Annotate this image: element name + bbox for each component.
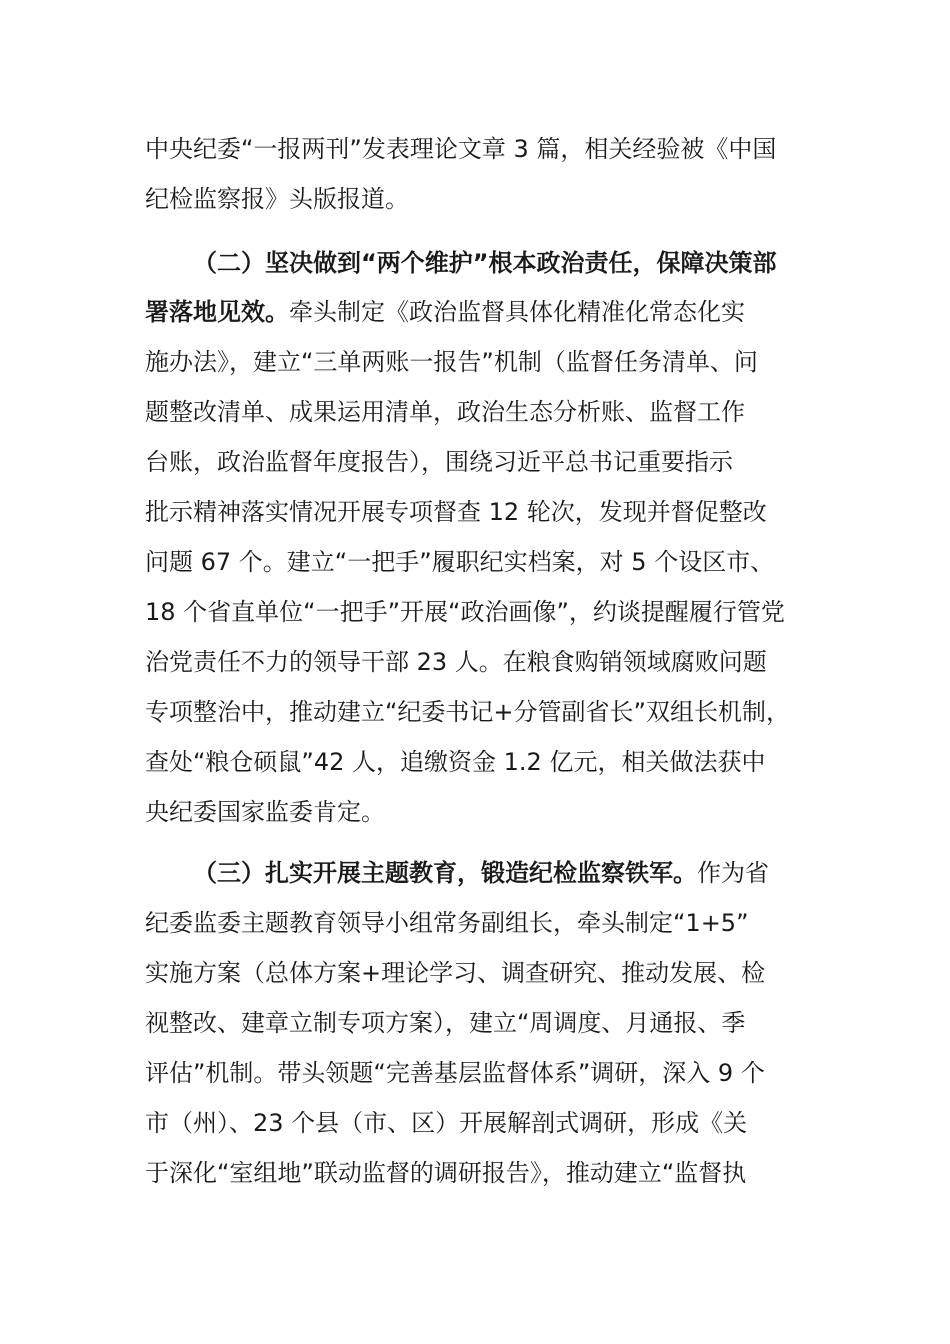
paragraph-line: 18 个省直单位“一把手”开展“政治画像”，约谈提醒履行管党 bbox=[145, 598, 785, 626]
paragraph-text: 牵头制定《政治监督具体化精准化常态化实 bbox=[289, 298, 745, 326]
paragraph-text: 作为省 bbox=[697, 859, 769, 887]
paragraph-line bbox=[193, 857, 769, 889]
paragraph-line: 批示精神落实情况开展专项督查 12 轮次，发现并督促整改 bbox=[145, 498, 767, 526]
paragraph-line: 台账，政治监督年度报告），围绕习近平总书记重要指示 bbox=[145, 448, 733, 476]
paragraph-line: 纪委监委主题教育领导小组常务副组长，牵头制定“1+5” bbox=[145, 909, 749, 937]
paragraph-line: 市（州）、23 个县（市、区）开展解剖式调研，形成《关 bbox=[145, 1109, 748, 1137]
paragraph-line: 治党责任不力的领导干部 23 人。在粮食购销领域腐败问题 bbox=[145, 648, 767, 676]
paragraph-line: 央纪委国家监委肯定。 bbox=[145, 798, 385, 826]
paragraph-line: 纪检监察报》头版报道。 bbox=[145, 185, 409, 213]
paragraph-line: 题整改清单、成果运用清单，政治生态分析账、监督工作 bbox=[145, 398, 745, 426]
paragraph-line bbox=[145, 296, 745, 328]
paragraph-line: 问题 67 个。建立“一把手”履职纪实档案，对 5 个设区市、 bbox=[145, 548, 775, 576]
paragraph-line: 中央纪委“一报两刊”发表理论文章 3 篇，相关经验被《中国 bbox=[145, 135, 777, 163]
section-heading-end: 署落地见效。 bbox=[145, 298, 289, 326]
paragraph-line: 施办法》，建立“三单两账一报告”机制（监督任务清单、问 bbox=[145, 348, 758, 376]
section-heading: （二）坚决做到“两个维护”根本政治责任，保障决策部 bbox=[193, 249, 777, 277]
paragraph-line: 专项整治中，推动建立“纪委书记+分管副省长”双组长机制， bbox=[145, 698, 790, 726]
paragraph-line: 查处“粮仓硕鼠”42 人，追缴资金 1.2 亿元，相关做法获中 bbox=[145, 748, 766, 776]
paragraph-line: 于深化“室组地”联动监督的调研报告》，推动建立“监督执 bbox=[145, 1159, 747, 1187]
section-heading: （三）扎实开展主题教育，锻造纪检监察铁军。 bbox=[193, 859, 697, 887]
paragraph-line: 视整改、建章立制专项方案），建立“周调度、月通报、季 bbox=[145, 1009, 746, 1037]
paragraph-line: 实施方案（总体方案+理论学习、调查研究、推动发展、检 bbox=[145, 959, 766, 987]
paragraph-line: 评估”机制。带头领题“完善基层监督体系”调研，深入 9 个 bbox=[145, 1059, 765, 1087]
